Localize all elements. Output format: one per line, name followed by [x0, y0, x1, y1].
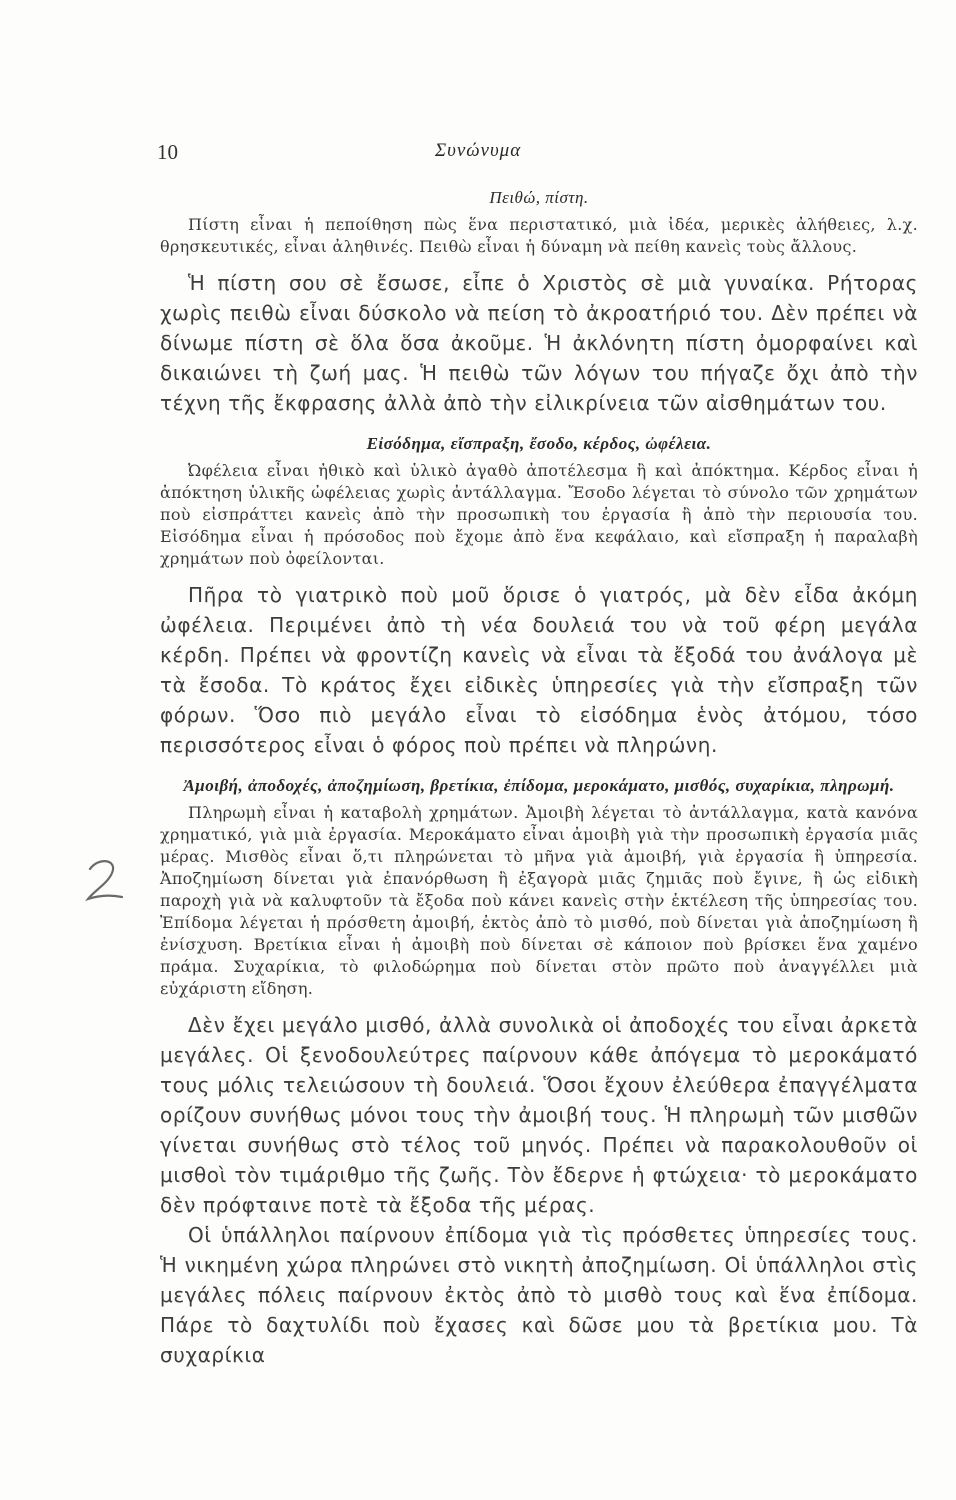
definition-amoivi: Πληρωμὴ εἶναι ἡ καταβολὴ χρημάτων. Ἀμοιβὴ λέγεται τὸ ἀντάλλαγμα, κατὰ κανόνα χρηματικό, γιὰ μιὰ ἐργασία. Μεροκάματο εἶναι ἀμοιβὴ γιὰ τὴν προσωπικὴ ἐργασία μιᾶς μέρας. Μισθὸς εἶναι ὅ,τι πληρώνεται τὸ μῆνα γιὰ ἀμοιβή, γιὰ ἐργασία ἢ ὑπηρεσία. Ἀποζημίωση δίνεται γιὰ ἐπανόρθωση ἢ ἐξαγορὰ μιᾶς ζημιᾶς ποὺ ἔγινε, ἢ ὡς εἰδικὴ παροχὴ γιὰ νὰ καλυφτοῦν τὰ ἔξοδα ποὺ κάνει κανεὶς στὴν ἐκτέλεση τῆς ὑπηρεσίας του. Ἐπίδομα λέγεται ἡ πρόσθετη ἀμοιβή, ἐκτὸς ἀπὸ τὸ μισθό, ποὺ δίνεται γιὰ ἀποζημίωση ἢ ἐνίσχυση. Βρετίκια εἶναι ἡ ἀμοιβὴ ποὺ δίνεται σὲ κάποιον ποὺ βρίσκει ἕνα χαμένο πράμα. Συχαρίκια, τὸ φιλοδώρημα ποὺ δίνεται στὸν πρῶτο ποὺ ἀναγγέλλει μιὰ εὐχάριστη εἴδηση.: [160, 803, 918, 998]
section-title-amoivi: Ἀμοιβή, ἀποδοχές, ἀποζημίωση, βρετίκια, ἐπίδομα, μεροκάματο, μισθός, συχαρίκια, πληρωμή.: [183, 776, 895, 795]
examples-amoivi-2: Οἱ ὑπάλληλοι παίρνουν ἐπίδομα γιὰ τὶς πρόσθετες ὑπηρεσίες τους. Ἡ νικημένη χώρα πληρώνει στὸ νικητὴ ἀποζημίωση. Οἱ ὑπάλληλοι στὶς μεγάλες πόλεις παίρνουν ἐκτὸς ἀπὸ τὸ μισθὸ τους καὶ ἕνα ἐπίδομα. Πάρε τὸ δαχτυλίδι ποὺ ἔχασες καὶ δῶσε μου τὰ βρετίκια μου. Τὰ συχαρίκια: [160, 1223, 918, 1367]
examples-amoivi-1: Δὲν ἔχει μεγάλο μισθό, ἀλλὰ συνολικὰ οἱ ἀποδοχές του εἶναι ἀρκετὰ μεγάλες. Οἱ ξενοδουλεύτρες παίρνουν κάθε ἀπόγεμα τὸ μεροκάματό τους μόλις τελειώσουν τὴ δουλειά. Ὅσοι ἔχουν ἐλεύθερα ἐπαγγέλματα ορίζουν συνήθως μόνοι τους τὴν ἀμοιβή τους. Ἡ πληρωμὴ τῶν μισθῶν γίνεται συνήθως στὸ τέλος τοῦ μηνός. Πρέπει νὰ παρακολουθοῦν οἱ μισθοὶ τὸν τιμάριθμο τῆς ζωῆς. Τὸν ἔδερνε ἡ φτώχεια· τὸ μεροκάματο δὲν πρόφταινε ποτὲ τὰ ἔξοδα τῆς μέρας.: [160, 1013, 918, 1217]
section-title-eisodima: Εἰσόδημα, εἴσπραξη, ἔσοδο, κέρδος, ὠφέλεια.: [366, 434, 712, 453]
examples-peitho: Ἡ πίστη σου σὲ ἔσωσε, εἶπε ὁ Χριστὸς σὲ μιὰ γυναίκα. Ρήτορας χωρὶς πειθὼ εἶναι δύσκολο νὰ πείση τὸ ἀκροατήριό του. Δὲν πρέπει νὰ δίνωμε πίστη σὲ ὅλα ὅσα ἀκοῦμε. Ἡ ἀκλόνητη πίστη ὀμορφαίνει καὶ δικαιώνει τὴ ζωή μας. Ἡ πειθὼ τῶν λόγων του πήγαζε ὄχι ἀπὸ τὴν τέχνη τῆς ἔκφρασης ἀλλὰ ἀπὸ τὴν εἰλικρίνεια τῶν αἰσθημάτων του.: [160, 271, 918, 415]
page-number: 10: [157, 140, 178, 164]
definition-eisodima: Ὠφέλεια εἶναι ἠθικὸ καὶ ὑλικὸ ἀγαθὸ ἀποτέλεσμα ἢ καὶ ἀπόκτημα. Κέρδος εἶναι ἡ ἀπόκτηση ὑλικῆς ὠφέλειας χωρὶς ἀντάλλαγμα. Ἔσοδο λέγεται τὸ σύνολο τῶν χρημάτων ποὺ εἰσπράττει κανεὶς ἀπὸ τὴν προσωπικὴ του ἐργασία ἢ ἀπὸ τὴν περιουσία του. Εἰσόδημα εἶναι ἡ πρόσοδος ποὺ ἔχομε ἀπὸ ἕνα κεφάλαιο, καὶ εἴσπραξη ἡ παραλαβὴ χρημάτων ποὺ ὀφείλονται.: [160, 461, 918, 568]
page-content: [160, 188, 918, 1370]
definition-peitho: Πίστη εἶναι ἡ πεποίθηση πὼς ἕνα περιστατικό, μιὰ ἰδέα, μερικὲς ἀλήθειες, λ.χ. θρησκευτικές, εἶναι ἀληθινές. Πειθὼ εἶναι ἡ δύναμη νὰ πείθη κανεὶς τοὺς ἄλλους.: [160, 215, 918, 256]
running-head: Συνώνυμα: [434, 140, 522, 161]
handwritten-mark-icon: [84, 855, 126, 903]
examples-eisodima: Πῆρα τὸ γιατρικὸ ποὺ μοῦ ὅρισε ὁ γιατρός, μὰ δὲν εἶδα ἀκόμη ὠφέλεια. Περιμένει ἀπὸ τὴ νέα δουλειά του νὰ τοῦ φέρη μεγάλα κέρδη. Πρέπει νὰ φροντίζη κανεὶς νὰ εἶναι τὰ ἔξοδά του ἀνάλογα μὲ τὰ ἔσοδα. Τὸ κράτος ἔχει εἰδικὲς ὑπηρεσίες γιὰ τὴν εἴσπραξη τῶν φόρων. Ὅσο πιὸ μεγάλο εἶναι τὸ εἰσόδημα ἑνὸς ἀτόμου, τόσο περισσότερος εἶναι ὁ φόρος ποὺ πρέπει νὰ πληρώνη.: [160, 583, 918, 757]
section-title-peitho: Πειθώ, πίστη.: [489, 188, 589, 207]
